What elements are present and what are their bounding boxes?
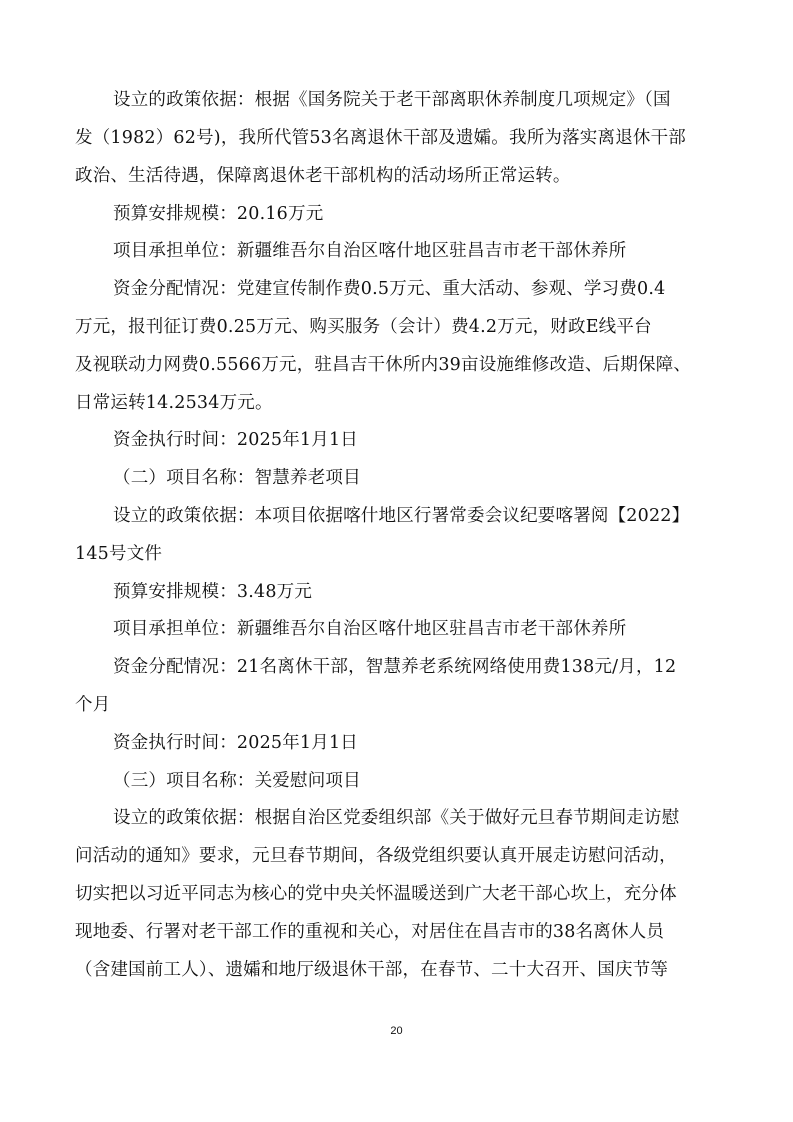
paragraph-line: 现地委、行署对老干部工作的重视和关心，对居住在昌吉市的38名离休人员 [75,922,665,942]
paragraph-line: 145号文件 [75,544,163,564]
paragraph-line: 设立的政策依据：根据《国务院关于老干部离职休养制度几项规定》（国 [113,90,671,110]
paragraph-line: 个月 [75,695,111,715]
paragraph-line: 日常运转14.2534万元。 [75,393,273,413]
paragraph-line: 项目承担单位：新疆维吾尔自治区喀什地区驻昌吉市老干部休养所 [113,619,627,639]
paragraph-line: 设立的政策依据：根据自治区党委组织部《关于做好元旦春节期间走访慰 [113,808,680,828]
paragraph-line: 资金执行时间：2025年1月1日 [113,430,359,450]
paragraph-line: 问活动的通知》要求，元旦春节期间，各级党组织要认真开展走访慰问活动， [75,846,677,866]
paragraph-line: 及视联动力网费0.5566万元，驻昌吉干休所内39亩设施维修改造、后期保障、 [75,355,692,375]
paragraph-line: 预算安排规模：20.16万元 [113,204,324,224]
paragraph-line: 项目承担单位：新疆维吾尔自治区喀什地区驻昌吉市老干部休养所 [113,241,627,261]
paragraph-line: （含建国前工人）、遗孀和地厅级退休干部，在春节、二十大召开、国庆节等 [75,960,669,980]
paragraph-line: 发（1982）62号)，我所代管53名离退休干部及遗孀。我所为落实离退休干部 [75,128,686,148]
section-heading: （三）项目名称：关爱慰问项目 [113,771,361,791]
paragraph-line: 万元，报刊征订费0.25万元、购买服务（会计）费4.2万元，财政E线平台 [75,317,652,337]
section-heading: （二）项目名称：智慧养老项目 [113,468,361,488]
paragraph-line: 切实把以习近平同志为核心的党中央关怀温暖送到广大老干部心坎上，充分体 [75,884,677,904]
paragraph-line: 设立的政策依据：本项目依据喀什地区行署常委会议纪要喀署阅【2022】 [113,506,690,526]
paragraph-line: 资金分配情况：21名离休干部，智慧养老系统网络使用费138元/月，12 [113,657,677,677]
paragraph-line: 资金执行时间：2025年1月1日 [113,733,359,753]
paragraph-line: 政治、生活待遇，保障离退休老干部机构的活动场所正常运转。 [75,166,571,186]
paragraph-line: 预算安排规模：3.48万元 [113,582,313,602]
paragraph-line: 资金分配情况：党建宣传制作费0.5万元、重大活动、参观、学习费0.4 [113,279,666,299]
page-number: 20 [390,1025,403,1037]
